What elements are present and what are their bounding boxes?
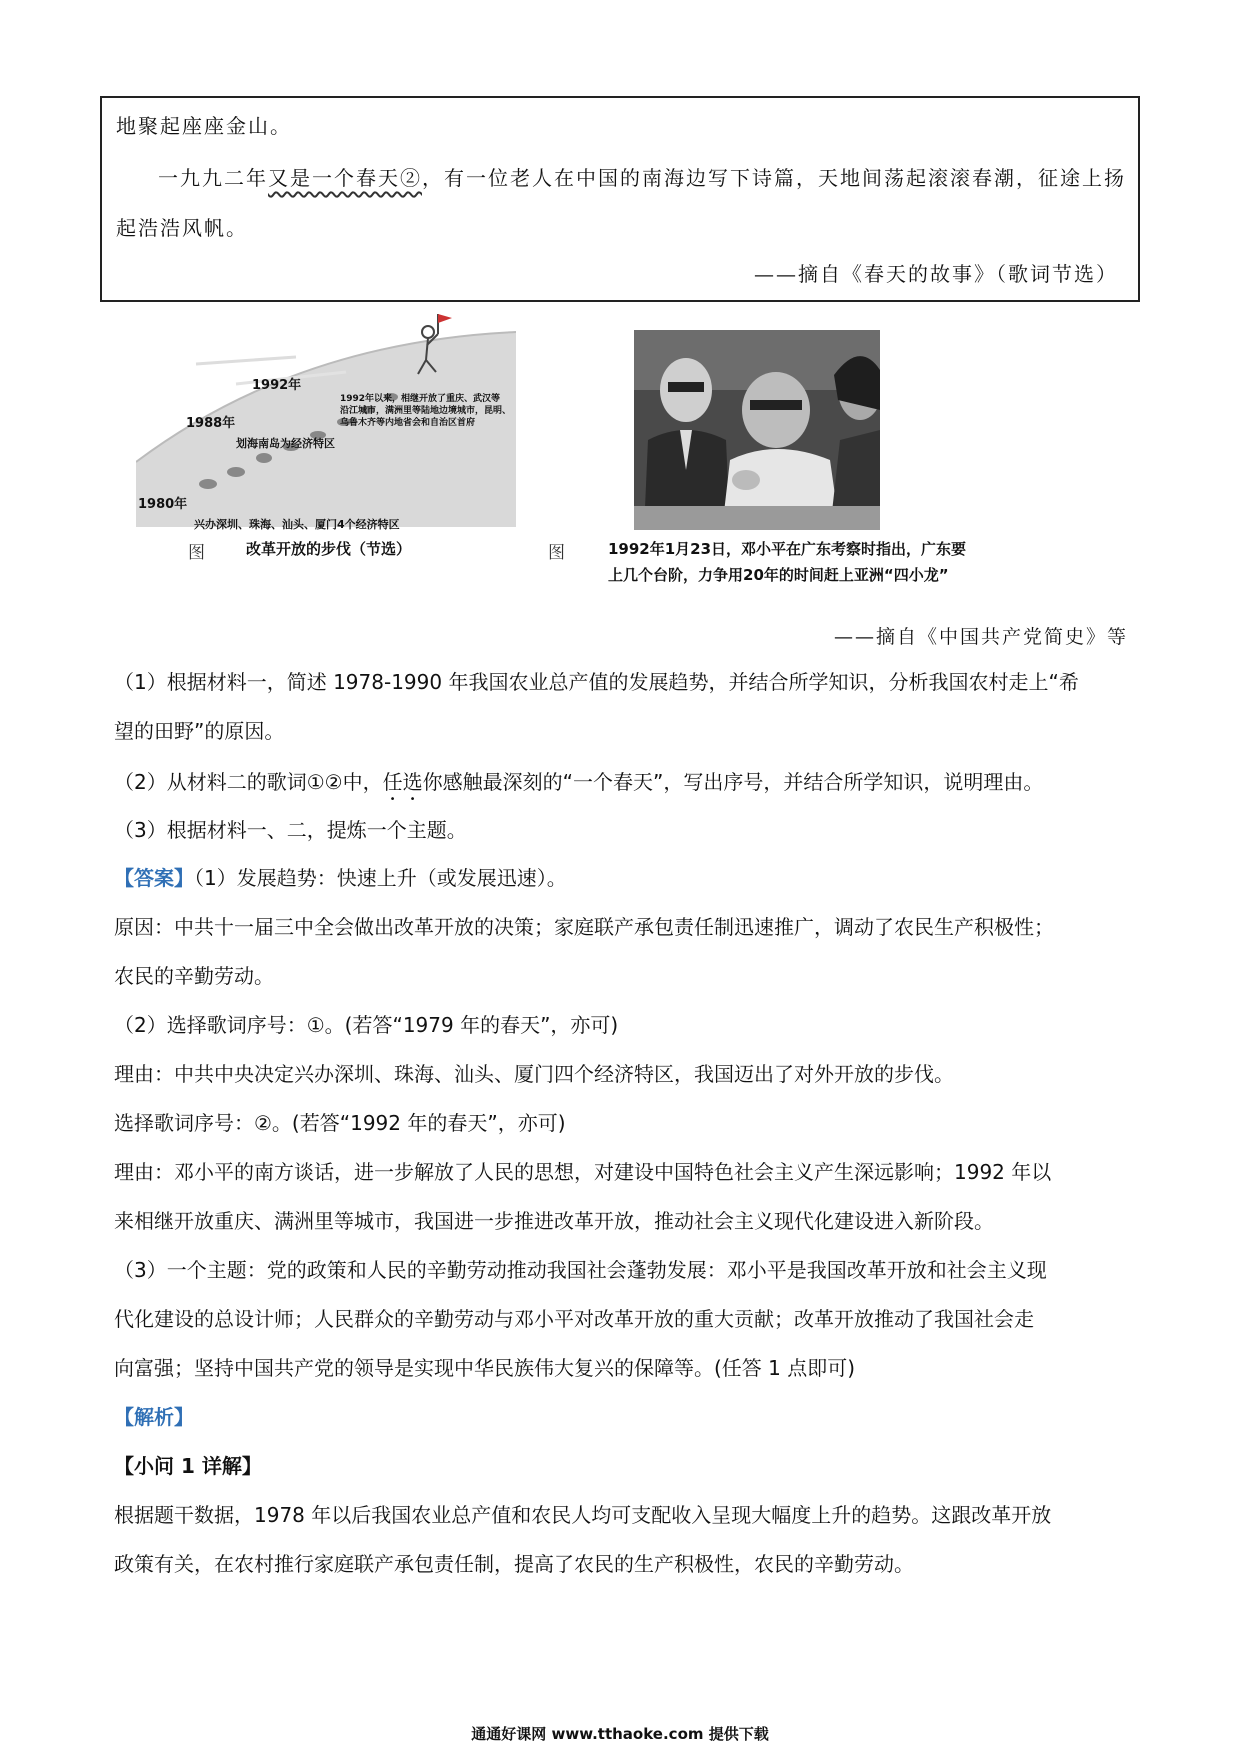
analysis-tag: 【解析】 [114,1405,194,1429]
lyric-line-2 [158,168,1126,188]
answer-2-reason-2-line-1: 理由：邓小平的南方谈话，进一步解放了人民的思想，对建设中国特色社会主义产生深远影响；1992 年以 [114,1160,1052,1184]
question-2-start: （2）从材料二的歌词①②中， [114,770,383,794]
lyric-source: ——摘自《春天的故事》（歌词节选） [754,262,1118,286]
lyric-line-3: 起浩浩风帆。 [116,216,248,240]
question-2-end: 你感触最深刻的“一个春天”，写出序号，并结合所学知识，说明理由。 [422,770,1044,794]
figure-2-label: 图 [548,543,565,563]
answer-3-line-1: （3）一个主题：党的政策和人民的辛勤劳动推动我国社会蓬勃发展：邓小平是我国改革开放和社会主义现 [114,1258,1047,1282]
year-1988-label: 1988年 [186,416,236,431]
analysis-paragraph-line-2: 政策有关，在农村推行家庭联产承包责任制，提高了农民的生产积极性，农民的辛勤劳动。 [114,1552,914,1576]
question-1-line-1: （1）根据材料一，简述 1978-1990 年我国农业总产值的发展趋势，并结合所学知识，分析我国农村走上“希 [114,670,1079,694]
figure-2-caption-line-1: 1992年1月23日，邓小平在广东考察时指出，广东要 [608,540,967,558]
answer-2-selection-1: （2）选择歌词序号：①。(若答“1979 年的春天”，亦可) [114,1013,619,1037]
lyric-line-2-start: 一九九二年 [158,166,268,190]
analysis-subheading-1: 【小问 1 详解】 [114,1454,262,1478]
answer-3-line-2: 代化建设的总设计师；人民群众的辛勤劳动与邓小平对改革开放的重大贡献；改革开放推动了我国社会走 [114,1307,1034,1331]
reform-steps-illustration [136,312,516,562]
lyrics-excerpt-box [100,96,1140,302]
year-1992-text-1: 1992年以来，相继开放了重庆、武汉等 [340,394,501,404]
year-1980-label: 1980年 [138,497,188,512]
year-1980-text: 兴办深圳、珠海、汕头、厦门4个经济特区 [194,518,400,531]
question-2 [114,770,1043,805]
answer-2-reason-1: 理由：中共中央决定兴办深圳、珠海、汕头、厦门四个经济特区，我国迈出了对外开放的步伐。 [114,1062,954,1086]
answer-2-reason-2-line-2: 来相继开放重庆、满洲里等城市，我国进一步推进改革开放，推动社会主义现代化建设进入新阶段。 [114,1209,994,1233]
deng-xiaoping-photo [634,330,880,530]
question-2-emphasis: 任选 [382,770,423,794]
year-1988-text: 划海南岛为经济特区 [236,437,335,450]
answer-1-text: （1）发展趋势：快速上升（或发展迅速）。 [194,866,567,890]
material-source: ——摘自《中国共产党简史》等 [833,626,1128,648]
lyric-line-2-end: ，有一位老人在中国的南海边写下诗篇，天地间荡起滚滚春潮，征途上扬 [422,166,1126,190]
reform-steps-figure [136,312,516,562]
page-footer: 通通好课网 www.tthaoke.com 提供下载 [471,1725,769,1743]
question-1-line-2: 望的田野”的原因。 [114,719,285,743]
answer-1-reason-line-2: 农民的辛勤劳动。 [114,964,274,988]
answer-1 [114,868,567,888]
figure-1-label: 图 [188,543,205,563]
photo-illustration [634,330,880,530]
lyric-spring-2: 又是一个春天② [268,166,422,190]
figure-2-caption-line-2: 上几个台阶，力争用20年的时间赶上亚洲“四小龙” [608,566,949,584]
lyric-line-1: 地聚起座座金山。 [116,114,292,138]
answer-tag: 【答案】 [114,866,194,890]
answer-3-line-3: 向富强；坚持中国共产党的领导是实现中华民族伟大复兴的保障等。(任答 1 点即可) [114,1356,856,1380]
year-1992-text-2: 沿江城市，满洲里等陆地边境城市，昆明、 [340,406,512,416]
year-1992-text-3: 乌鲁木齐等内地省会和自治区首府 [340,418,476,428]
question-3: （3）根据材料一、二，提炼一个主题。 [114,818,467,842]
figure-1-caption: 改革开放的步伐（节选） [246,540,412,558]
year-1992-label: 1992年 [252,378,302,393]
answer-1-reason-line-1: 原因：中共十一届三中全会做出改革开放的决策；家庭联产承包责任制迅速推广，调动了农民生产积极性； [114,915,1054,939]
analysis-paragraph-line-1: 根据题干数据，1978 年以后我国农业总产值和农民人均可支配收入呈现大幅度上升的趋势。这跟改革开放 [114,1503,1052,1527]
answer-2-selection-2: 选择歌词序号：②。(若答“1992 年的春天”，亦可) [114,1111,566,1135]
